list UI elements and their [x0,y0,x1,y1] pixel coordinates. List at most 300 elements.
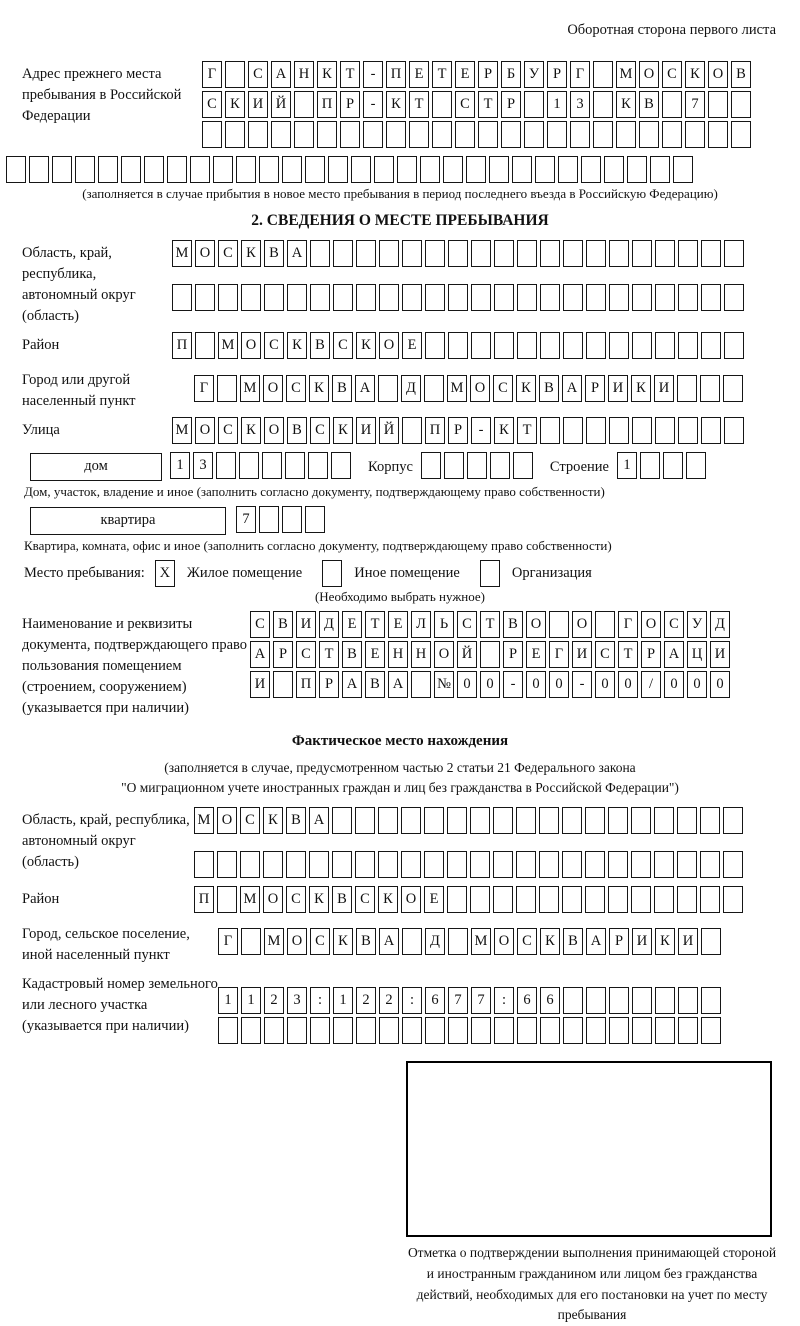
char-cell[interactable] [374,156,394,183]
char-cell[interactable] [448,240,468,267]
char-cell[interactable] [700,851,720,878]
char-cell[interactable] [356,240,376,267]
char-cell[interactable]: К [333,417,353,444]
char-cell[interactable]: 1 [218,987,238,1014]
char-cell[interactable] [490,452,510,479]
char-cell[interactable]: Т [478,91,498,118]
char-cell[interactable] [700,375,720,402]
district-row[interactable] [172,332,747,360]
char-cell[interactable]: : [402,987,422,1014]
char-cell[interactable]: 6 [425,987,445,1014]
char-cell[interactable]: 0 [526,671,546,698]
region-row-2[interactable] [172,284,747,312]
char-cell[interactable] [287,1017,307,1044]
char-cell[interactable] [655,284,675,311]
char-cell[interactable]: С [595,641,615,668]
char-cell[interactable] [425,1017,445,1044]
char-cell[interactable] [701,1017,721,1044]
char-cell[interactable]: С [493,375,513,402]
char-cell[interactable] [701,928,721,955]
char-cell[interactable] [310,240,330,267]
char-cell[interactable]: 2 [379,987,399,1014]
char-cell[interactable]: - [363,61,383,88]
char-cell[interactable] [432,91,452,118]
char-cell[interactable] [708,91,728,118]
prev-address-row-3[interactable] [202,121,754,149]
char-cell[interactable] [608,851,628,878]
char-cell[interactable] [264,284,284,311]
char-cell[interactable] [172,284,192,311]
char-cell[interactable] [421,452,441,479]
char-cell[interactable]: Р [641,641,661,668]
char-cell[interactable]: С [264,332,284,359]
char-cell[interactable]: 3 [193,452,213,479]
char-cell[interactable]: К [309,375,329,402]
char-cell[interactable] [397,156,417,183]
char-cell[interactable]: Р [609,928,629,955]
char-cell[interactable]: О [572,611,592,638]
char-cell[interactable] [632,417,652,444]
char-cell[interactable] [494,240,514,267]
char-cell[interactable]: - [363,91,383,118]
char-cell[interactable] [448,1017,468,1044]
char-cell[interactable]: С [218,417,238,444]
char-cell[interactable] [593,121,613,148]
char-cell[interactable] [570,121,590,148]
char-cell[interactable] [632,240,652,267]
char-cell[interactable] [425,240,445,267]
char-cell[interactable]: С [355,886,375,913]
char-cell[interactable] [700,807,720,834]
char-cell[interactable] [650,156,670,183]
char-cell[interactable]: В [563,928,583,955]
char-cell[interactable] [401,807,421,834]
char-cell[interactable]: 0 [549,671,569,698]
char-cell[interactable]: К [356,332,376,359]
char-cell[interactable] [217,375,237,402]
char-cell[interactable]: К [378,886,398,913]
char-cell[interactable] [493,886,513,913]
char-cell[interactable]: Н [388,641,408,668]
char-cell[interactable]: Д [425,928,445,955]
char-cell[interactable]: О [639,61,659,88]
char-cell[interactable] [563,417,583,444]
char-cell[interactable] [425,284,445,311]
char-cell[interactable]: Т [480,611,500,638]
korpus-cells[interactable] [421,452,536,480]
char-cell[interactable]: Д [319,611,339,638]
char-cell[interactable]: Г [549,641,569,668]
char-cell[interactable] [471,284,491,311]
char-cell[interactable]: 1 [617,452,637,479]
char-cell[interactable] [524,121,544,148]
char-cell[interactable] [585,807,605,834]
char-cell[interactable] [308,452,328,479]
char-cell[interactable] [678,987,698,1014]
char-cell[interactable]: 1 [333,987,353,1014]
char-cell[interactable]: И [356,417,376,444]
char-cell[interactable] [549,611,569,638]
char-cell[interactable] [562,807,582,834]
char-cell[interactable] [216,452,236,479]
char-cell[interactable] [708,121,728,148]
char-cell[interactable] [677,807,697,834]
char-cell[interactable]: В [503,611,523,638]
char-cell[interactable]: С [250,611,270,638]
char-cell[interactable]: Б [501,61,521,88]
char-cell[interactable]: О [470,375,490,402]
house-box[interactable]: дом [30,453,162,481]
char-cell[interactable]: М [447,375,467,402]
char-cell[interactable]: Т [340,61,360,88]
char-cell[interactable] [470,851,490,878]
char-cell[interactable] [52,156,72,183]
char-cell[interactable] [701,332,721,359]
char-cell[interactable] [609,284,629,311]
city-row[interactable] [194,375,746,403]
char-cell[interactable] [677,851,697,878]
prev-address-row-2[interactable] [202,91,754,119]
char-cell[interactable]: К [287,332,307,359]
char-cell[interactable] [167,156,187,183]
char-cell[interactable]: А [287,240,307,267]
char-cell[interactable]: О [195,240,215,267]
char-cell[interactable]: С [286,375,306,402]
char-cell[interactable]: У [524,61,544,88]
char-cell[interactable] [489,156,509,183]
char-cell[interactable]: Г [202,61,222,88]
char-cell[interactable] [240,851,260,878]
char-cell[interactable] [723,375,743,402]
char-cell[interactable]: 6 [540,987,560,1014]
char-cell[interactable] [287,284,307,311]
char-cell[interactable] [655,1017,675,1044]
char-cell[interactable]: В [286,807,306,834]
char-cell[interactable]: П [194,886,214,913]
char-cell[interactable]: А [586,928,606,955]
char-cell[interactable] [516,886,536,913]
char-cell[interactable]: О [217,807,237,834]
char-cell[interactable] [701,240,721,267]
char-cell[interactable]: С [333,332,353,359]
char-cell[interactable]: Д [401,375,421,402]
char-cell[interactable]: Г [194,375,214,402]
char-cell[interactable] [356,1017,376,1044]
char-cell[interactable] [455,121,475,148]
char-cell[interactable] [202,121,222,148]
char-cell[interactable]: В [639,91,659,118]
char-cell[interactable]: Р [503,641,523,668]
char-cell[interactable] [402,1017,422,1044]
char-cell[interactable] [639,121,659,148]
char-cell[interactable] [480,641,500,668]
char-cell[interactable]: С [310,928,330,955]
char-cell[interactable] [585,851,605,878]
char-cell[interactable]: 0 [664,671,684,698]
char-cell[interactable] [540,240,560,267]
prev-address-row-4[interactable] [6,156,778,184]
char-cell[interactable]: О [241,332,261,359]
char-cell[interactable] [264,1017,284,1044]
char-cell[interactable] [467,452,487,479]
char-cell[interactable] [494,284,514,311]
char-cell[interactable]: А [562,375,582,402]
char-cell[interactable]: 6 [517,987,537,1014]
char-cell[interactable]: 7 [471,987,491,1014]
char-cell[interactable] [701,987,721,1014]
char-cell[interactable]: И [250,671,270,698]
char-cell[interactable]: Р [340,91,360,118]
char-cell[interactable]: - [503,671,523,698]
char-cell[interactable] [379,240,399,267]
char-cell[interactable]: Т [409,91,429,118]
char-cell[interactable] [517,1017,537,1044]
char-cell[interactable]: К [516,375,536,402]
char-cell[interactable]: И [654,375,674,402]
house-number-cells[interactable] [170,452,354,480]
char-cell[interactable]: С [455,91,475,118]
char-cell[interactable]: Е [402,332,422,359]
char-cell[interactable] [609,417,629,444]
char-cell[interactable]: О [526,611,546,638]
char-cell[interactable] [608,807,628,834]
char-cell[interactable] [558,156,578,183]
char-cell[interactable] [586,332,606,359]
district-2-row[interactable] [194,886,746,914]
char-cell[interactable] [294,121,314,148]
region-2-row-1[interactable] [194,807,746,835]
char-cell[interactable]: В [731,61,751,88]
char-cell[interactable]: Т [517,417,537,444]
char-cell[interactable] [586,240,606,267]
char-cell[interactable]: К [616,91,636,118]
char-cell[interactable] [310,1017,330,1044]
char-cell[interactable] [225,121,245,148]
char-cell[interactable] [516,851,536,878]
char-cell[interactable]: 0 [595,671,615,698]
char-cell[interactable] [285,452,305,479]
char-cell[interactable] [494,1017,514,1044]
char-cell[interactable] [595,611,615,638]
char-cell[interactable] [654,851,674,878]
char-cell[interactable]: М [240,375,260,402]
char-cell[interactable] [631,807,651,834]
char-cell[interactable]: В [287,417,307,444]
apartment-cells[interactable] [236,506,328,534]
char-cell[interactable]: Ц [687,641,707,668]
char-cell[interactable] [271,121,291,148]
char-cell[interactable]: 0 [618,671,638,698]
char-cell[interactable] [654,807,674,834]
char-cell[interactable] [723,886,743,913]
char-cell[interactable] [420,156,440,183]
char-cell[interactable]: 7 [448,987,468,1014]
char-cell[interactable] [282,156,302,183]
char-cell[interactable]: К [241,240,261,267]
char-cell[interactable]: Й [271,91,291,118]
char-cell[interactable]: А [388,671,408,698]
char-cell[interactable]: Е [342,611,362,638]
char-cell[interactable]: 1 [547,91,567,118]
char-cell[interactable]: 3 [570,91,590,118]
char-cell[interactable] [444,452,464,479]
char-cell[interactable] [241,1017,261,1044]
char-cell[interactable]: К [655,928,675,955]
char-cell[interactable]: 7 [236,506,256,533]
char-cell[interactable] [386,121,406,148]
char-cell[interactable] [333,284,353,311]
char-cell[interactable] [586,987,606,1014]
char-cell[interactable]: Р [547,61,567,88]
char-cell[interactable]: Г [618,611,638,638]
char-cell[interactable] [632,987,652,1014]
char-cell[interactable]: М [264,928,284,955]
char-cell[interactable] [586,284,606,311]
char-cell[interactable] [512,156,532,183]
char-cell[interactable] [328,156,348,183]
char-cell[interactable] [593,61,613,88]
char-cell[interactable] [447,851,467,878]
char-cell[interactable] [282,506,302,533]
char-cell[interactable]: К [241,417,261,444]
char-cell[interactable]: М [172,240,192,267]
char-cell[interactable] [471,332,491,359]
char-cell[interactable]: Н [294,61,314,88]
char-cell[interactable] [678,284,698,311]
char-cell[interactable]: О [379,332,399,359]
char-cell[interactable]: У [687,611,707,638]
char-cell[interactable] [378,807,398,834]
char-cell[interactable]: 3 [287,987,307,1014]
char-cell[interactable] [563,240,583,267]
char-cell[interactable]: Е [455,61,475,88]
char-cell[interactable] [516,807,536,834]
char-cell[interactable]: Т [365,611,385,638]
char-cell[interactable]: 0 [687,671,707,698]
char-cell[interactable] [517,240,537,267]
char-cell[interactable] [631,851,651,878]
char-cell[interactable] [213,156,233,183]
char-cell[interactable] [432,121,452,148]
char-cell[interactable] [655,417,675,444]
city-2-row[interactable] [218,928,724,956]
char-cell[interactable] [724,284,744,311]
char-cell[interactable] [493,807,513,834]
char-cell[interactable]: О [641,611,661,638]
char-cell[interactable]: М [240,886,260,913]
char-cell[interactable]: М [471,928,491,955]
char-cell[interactable] [632,1017,652,1044]
char-cell[interactable] [539,851,559,878]
char-cell[interactable] [470,886,490,913]
char-cell[interactable] [424,851,444,878]
char-cell[interactable]: Е [424,886,444,913]
char-cell[interactable]: К [309,886,329,913]
char-cell[interactable]: : [310,987,330,1014]
char-cell[interactable]: М [194,807,214,834]
char-cell[interactable] [470,807,490,834]
char-cell[interactable] [217,886,237,913]
char-cell[interactable]: О [263,886,283,913]
char-cell[interactable]: К [631,375,651,402]
char-cell[interactable] [686,452,706,479]
region-row-1[interactable] [172,240,747,268]
char-cell[interactable]: Ь [434,611,454,638]
char-cell[interactable]: - [572,671,592,698]
char-cell[interactable]: В [332,375,352,402]
char-cell[interactable] [425,332,445,359]
char-cell[interactable]: К [225,91,245,118]
char-cell[interactable]: Р [585,375,605,402]
char-cell[interactable] [259,506,279,533]
char-cell[interactable] [248,121,268,148]
char-cell[interactable]: А [271,61,291,88]
char-cell[interactable] [332,851,352,878]
document-row-3[interactable] [250,671,733,699]
char-cell[interactable] [493,851,513,878]
char-cell[interactable]: О [401,886,421,913]
char-cell[interactable]: В [365,671,385,698]
char-cell[interactable] [310,284,330,311]
char-cell[interactable]: Е [388,611,408,638]
char-cell[interactable] [673,156,693,183]
char-cell[interactable] [98,156,118,183]
char-cell[interactable] [517,284,537,311]
char-cell[interactable]: А [355,375,375,402]
cadastral-row-1[interactable] [218,987,724,1015]
char-cell[interactable]: 2 [356,987,376,1014]
char-cell[interactable]: А [379,928,399,955]
char-cell[interactable] [409,121,429,148]
char-cell[interactable] [401,851,421,878]
char-cell[interactable]: П [296,671,316,698]
char-cell[interactable]: Е [526,641,546,668]
char-cell[interactable] [333,240,353,267]
char-cell[interactable] [305,156,325,183]
char-cell[interactable]: М [218,332,238,359]
char-cell[interactable] [309,851,329,878]
char-cell[interactable] [609,1017,629,1044]
street-row[interactable] [172,417,747,445]
char-cell[interactable]: 0 [710,671,730,698]
cadastral-row-2[interactable] [218,1017,724,1045]
char-cell[interactable] [195,332,215,359]
char-cell[interactable]: Н [411,641,431,668]
char-cell[interactable]: И [608,375,628,402]
char-cell[interactable] [535,156,555,183]
char-cell[interactable]: С [218,240,238,267]
char-cell[interactable] [662,91,682,118]
char-cell[interactable] [305,506,325,533]
char-cell[interactable]: И [248,91,268,118]
char-cell[interactable]: Д [710,611,730,638]
char-cell[interactable]: О [263,375,283,402]
char-cell[interactable] [604,156,624,183]
char-cell[interactable]: / [641,671,661,698]
char-cell[interactable] [294,91,314,118]
char-cell[interactable] [471,240,491,267]
char-cell[interactable]: С [248,61,268,88]
char-cell[interactable] [363,121,383,148]
apartment-box[interactable]: квартира [30,507,226,535]
char-cell[interactable] [448,332,468,359]
region-2-row-2[interactable] [194,851,746,879]
char-cell[interactable]: К [263,807,283,834]
char-cell[interactable] [448,928,468,955]
char-cell[interactable] [701,284,721,311]
char-cell[interactable]: О [264,417,284,444]
char-cell[interactable] [259,156,279,183]
